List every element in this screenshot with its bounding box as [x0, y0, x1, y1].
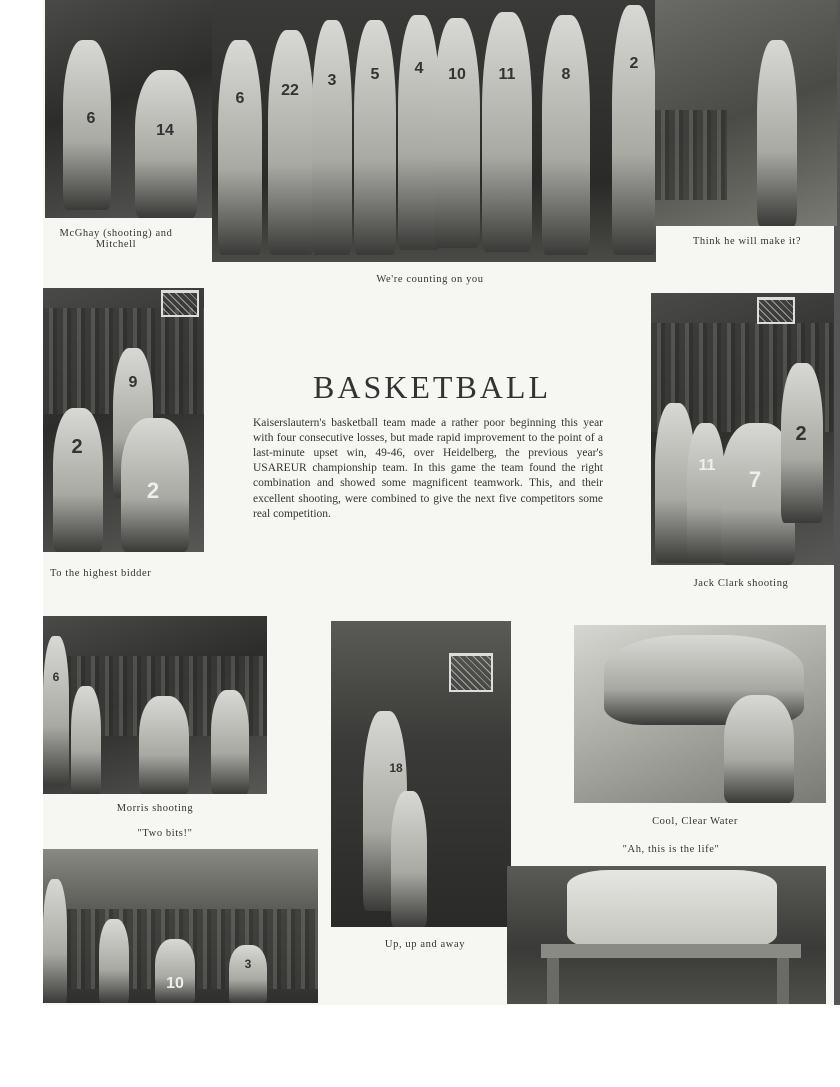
- jersey-number: 22: [281, 82, 299, 99]
- photo-morris-shooting: [43, 616, 267, 794]
- photo-ah-this-is-the-life: [507, 866, 826, 1004]
- caption-bidder: To the highest bidder: [50, 568, 152, 579]
- photo-up-up-and-away: [331, 621, 511, 927]
- jersey-number: 11: [698, 457, 716, 474]
- photo-mcghay-mitchell: [45, 0, 215, 218]
- jersey-number: 18: [389, 761, 403, 775]
- photo-cool-clear-water: [574, 625, 826, 803]
- jersey-number: 2: [629, 55, 639, 72]
- caption-two-bits: "Two bits!": [137, 828, 193, 839]
- jersey-number: 6: [52, 670, 60, 684]
- jersey-number: 8: [561, 66, 571, 83]
- jersey-number: 14: [156, 122, 174, 139]
- photo-highest-bidder: [43, 288, 204, 552]
- jersey-number: 2: [71, 436, 83, 458]
- photo-jack-clark: [651, 293, 834, 565]
- jersey-number: 7: [748, 467, 762, 492]
- caption-clark: Jack Clark shooting: [693, 578, 789, 589]
- jersey-number: 9: [128, 374, 138, 391]
- jersey-number: 11: [498, 66, 516, 83]
- caption-morris: Morris shooting: [116, 803, 194, 814]
- jersey-number: 3: [244, 957, 252, 971]
- photo-two-bits: [43, 849, 318, 1003]
- jersey-number: 10: [448, 66, 466, 83]
- jersey-number: 3: [327, 72, 337, 89]
- caption-think: Think he will make it?: [692, 236, 802, 247]
- jersey-number: 2: [146, 478, 160, 503]
- jersey-number: 6: [86, 110, 96, 127]
- jersey-number: 5: [370, 66, 380, 83]
- caption-life: "Ah, this is the life": [622, 844, 720, 855]
- photo-team-lineup: [212, 0, 656, 262]
- caption-cool: Cool, Clear Water: [652, 816, 738, 827]
- page-title: BASKETBALL: [313, 369, 551, 406]
- caption-mcghay: McGhay (shooting) and Mitchell: [59, 228, 173, 250]
- caption-counting: We're counting on you: [376, 274, 484, 285]
- jersey-number: 6: [235, 90, 245, 107]
- jersey-number: 10: [166, 975, 184, 992]
- jersey-number: 4: [414, 60, 424, 77]
- caption-up: Up, up and away: [384, 939, 466, 950]
- jersey-number: 2: [795, 423, 807, 445]
- article-body: Kaiserslautern's basketball team made a rather poor beginning this year with four consecutive losses, but made rapid improvement to the point of a last-minute upset win, 49-46, over Heidelberg, the previous year's USAREUR championship team. In this game the team found the right combination and showed some magnificent teamwork. This, and their excellent shooting, were combined to give the next five competitors some real competition.: [253, 416, 603, 520]
- photo-think-he-will-make-it: [655, 0, 837, 226]
